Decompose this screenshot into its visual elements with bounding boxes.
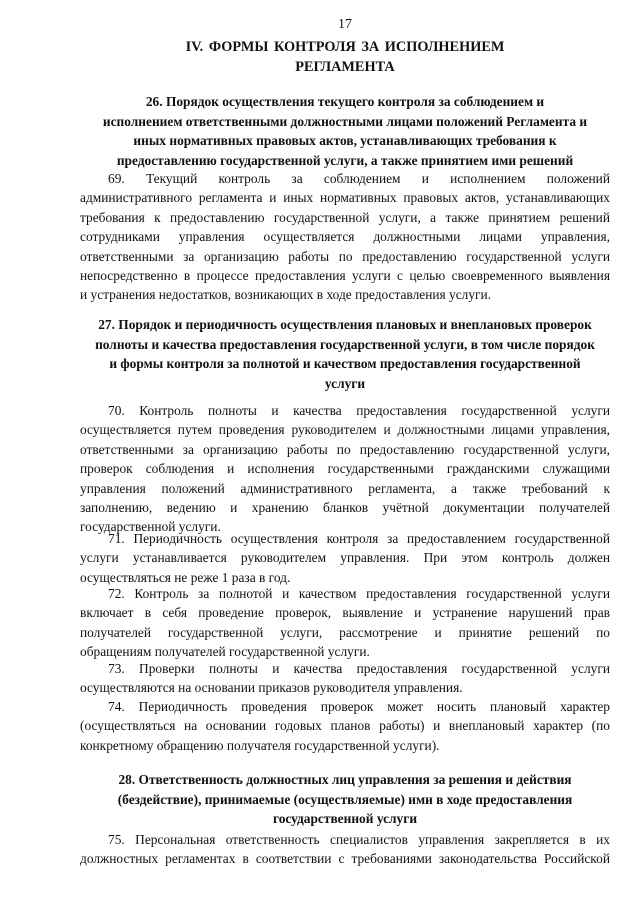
text-line: ответственными за организацию работы по предоставлению государственной услуги, xyxy=(80,441,610,457)
text-line: 74. Периодичность проведения проверок может носить плановый характер xyxy=(108,699,610,714)
heading-line: исполнением ответственными должностными лицами положений Регламента и xyxy=(102,113,588,129)
text-line: управления положений административного регламента, а также требований к xyxy=(80,480,610,496)
text-line: (осуществляться на основании годовых планов работы) и внеплановый характер (по xyxy=(80,718,610,734)
heading-27 xyxy=(80,315,610,393)
text-line: осуществляются на основании приказов руководителя управления. xyxy=(80,680,463,696)
heading-line: предоставлению государственной услуги, а также принятием ими решений xyxy=(116,152,574,168)
heading-26 xyxy=(80,92,610,170)
text-line: непосредственно в процессе предоставления услуги с целью своевременного выявления xyxy=(80,267,610,283)
text-line: требования к предоставлению государственной услуги, а также принятием решений xyxy=(80,209,610,225)
paragraph-70 xyxy=(80,401,610,537)
text-line: получателей государственной услуги, рассмотрение и принятие решений по xyxy=(80,624,610,640)
paragraph-73 xyxy=(80,659,610,698)
text-line: и устранения недостатков, возникающих в ходе предоставления услуги. xyxy=(80,287,492,303)
paragraph-69 xyxy=(80,169,610,305)
section-title-line: IV. ФОРМЫ КОНТРОЛЯ ЗА ИСПОЛНЕНИЕМ xyxy=(185,39,505,55)
section-title xyxy=(80,37,610,77)
text-line: услуги устанавливается руководителем управления. При этом контроль должен xyxy=(80,550,610,566)
text-line: ответственными за организацию работы по предоставлению государственной услуги xyxy=(80,248,610,264)
heading-line: 27. Порядок и периодичность осуществления плановых и внеплановых проверок xyxy=(98,317,592,332)
text-line: проверок соблюдения и исполнения государственными гражданскими служащими xyxy=(80,461,610,477)
text-line: конкретному обращению получателя государственной услуги). xyxy=(80,737,440,753)
text-line: государственной услуги. xyxy=(80,519,221,535)
page-number: 17 xyxy=(338,17,352,32)
text-line: обращениям получателей государственной услуги. xyxy=(80,644,370,660)
heading-line: государственной услуги xyxy=(272,811,418,827)
heading-line: (бездействие), принимаемые (осуществляемые) ими в ходе предоставления xyxy=(117,791,573,807)
text-line: 73. Проверки полноты и качества предоставления государственной услуги xyxy=(108,661,610,676)
text-line: сотрудниками управления осуществляется должностными лицами управления, xyxy=(80,229,610,245)
paragraph-74 xyxy=(80,697,610,755)
text-line: 72. Контроль за полнотой и качеством предоставления государственной услуги xyxy=(108,586,610,601)
text-line: 69. Текущий контроль за соблюдением и исполнением положений xyxy=(108,171,610,186)
text-line: 75. Персональная ответственность специалистов управления закрепляется в их xyxy=(108,832,610,847)
text-line: осуществляется путем проведения руководителем и должностными лицами управления, xyxy=(80,422,610,438)
heading-line: 26. Порядок осуществления текущего контроля за соблюдением и xyxy=(145,94,545,109)
heading-line: услуги xyxy=(324,375,366,391)
text-line: заполнению, ведению и хранению бланков учётной документации получателей xyxy=(80,499,610,515)
heading-28 xyxy=(80,770,610,829)
section-title-line: РЕГЛАМЕНТА xyxy=(295,59,395,75)
heading-line: и формы контроля за полнотой и качеством предоставления государственной xyxy=(109,356,581,372)
heading-line: полноты и качества предоставления государственной услуги, в том числе порядок xyxy=(95,336,595,352)
text-line: 70. Контроль полноты и качества предоставления государственной услуги xyxy=(108,403,610,418)
text-line: административного регламента и иных нормативных правовых актов, устанавливающих xyxy=(80,190,610,206)
paragraph-75 xyxy=(80,830,610,869)
text-line: должностных регламентах в соответствии с требованиями законодательства Российской xyxy=(80,851,610,867)
text-line: 71. Периодичность осуществления контроля за предоставлением государственной xyxy=(108,531,610,546)
text-line: включает в себя проведение проверок, выявление и устранение нарушений прав xyxy=(80,605,610,621)
heading-line: иных нормативных правовых актов, устанавливающих требования к xyxy=(133,133,557,149)
text-line: осуществляться не реже 1 раза в год. xyxy=(80,569,291,585)
heading-line: 28. Ответственность должностных лиц управления за решения и действия xyxy=(118,772,572,787)
paragraph-71 xyxy=(80,529,610,587)
paragraph-72 xyxy=(80,584,610,662)
